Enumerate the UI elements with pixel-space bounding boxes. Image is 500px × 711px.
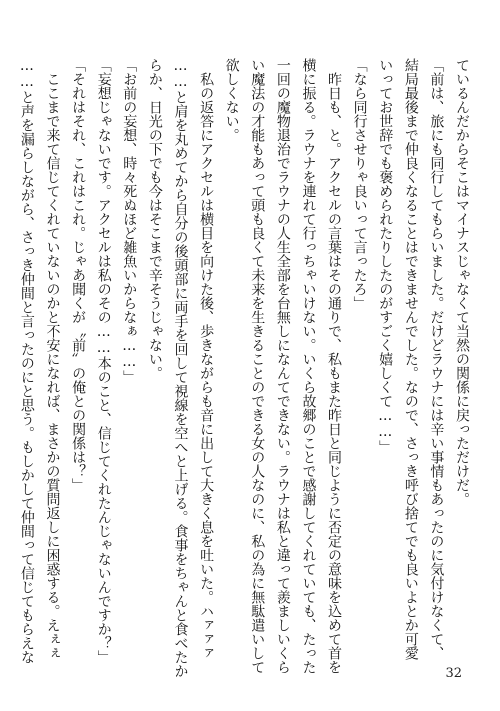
text-line-3: 結局最後まで仲良くなることはできませんでした。なので、さっき呼び捨てでも良いよとか可愛 (402, 58, 419, 660)
text-line-18: ……と声を漏らしながら、さっき仲間と言ったのにと思う。もしかして仲間って信じてもらえな (18, 58, 35, 664)
text-line-2: 「前は、旅にも同行してもらいました。だけどラウナには辛い事情もあったのに気付けなくて、 (428, 58, 445, 660)
text-line-9: い魔法の才能もあって頭も良くて未来を生きることのできる女の人なのに、私の為に無駄遣いして (249, 58, 266, 674)
text-line-17: ここまで来て信じてくれていないのかと不安になれば、まさかの質問返しに困惑する。えぇぇ (44, 58, 61, 660)
text-line-14: 「お前の妄想、時々死ぬほど雑魚いからなぁ……」 (121, 58, 138, 384)
text-line-12: ……と肩を丸めてから自分の後頭部に両手を回して視線を空へと上げる。食事をちゃんと食べたか (172, 58, 189, 678)
page-number: 32 (445, 666, 462, 681)
text-line-1: ているんだからそこはマイナスじゃなくて当然の関係に戻っただけだ。 (454, 58, 470, 506)
text-line-7: 横に振る。ラウナを連れて行っちゃいけない。いくら故郷のことで感謝してくれていても、たった (300, 58, 317, 674)
text-line-5: 「なら同行させりゃ良いって言ったろ」 (351, 58, 368, 310)
text-line-11: 私の返答にアクセルは横目を向けた後、歩きながらも音に出して大きく息を吐いた。ハァァァ (198, 58, 215, 660)
text-line-10: 欲しくない。 (223, 58, 240, 142)
text-line-13: らか、日光の下でも今はそこまで辛そうじゃない。 (146, 58, 163, 380)
text-line-16: 「それはそれ、これはこれ。じゃあ聞くが〝前〟の俺との関係は？」 (70, 58, 87, 492)
text-line-15: 「妄想じゃないです。アクセルは私のその……本のこと、信じてくれたんじゃないんですか？」 (95, 58, 112, 664)
text-line-4: いってお世辞でも褒められたりしたのがすごく嬉しくて……」 (377, 58, 394, 454)
text-line-6: 昨日も、と。アクセルの言葉はその通りで、私もまた昨日と同じように否定の意味を込めて首を (326, 58, 343, 674)
text-line-8: 一回の魔物退治でラウナの人生全部を台無しになんてできない。ラウナは私と違って羨ましいくら (274, 58, 291, 674)
